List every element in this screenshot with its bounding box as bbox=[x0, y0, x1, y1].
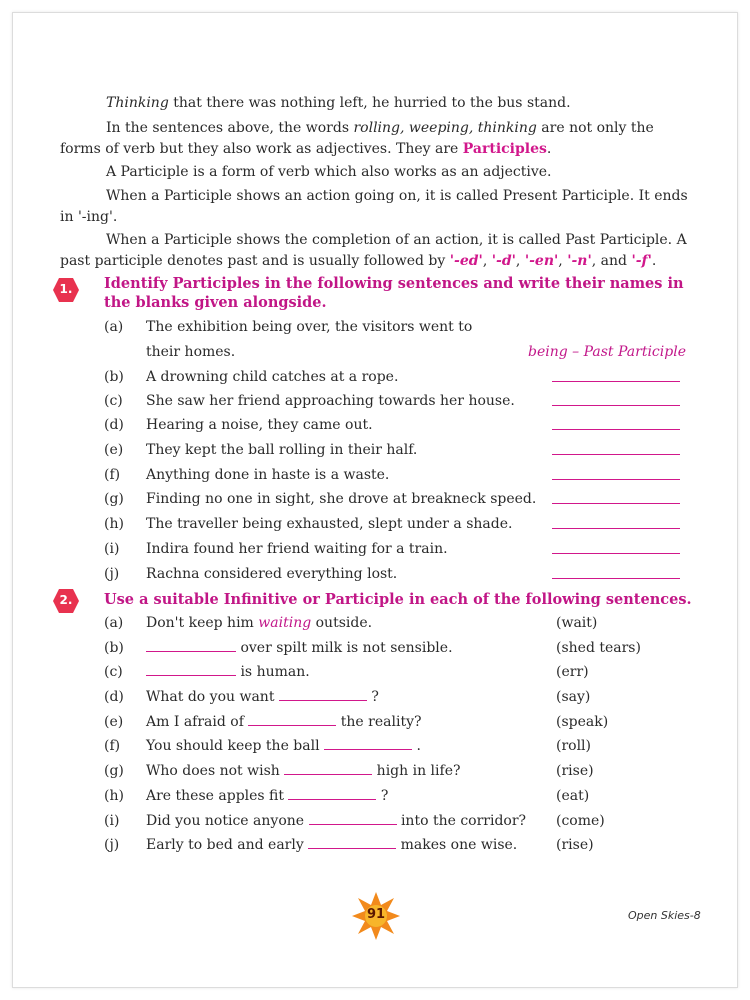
item-text: Hearing a noise, they came out. bbox=[146, 417, 373, 433]
verb-hint: (roll) bbox=[556, 738, 591, 754]
item-label: (d) bbox=[104, 417, 124, 433]
answer-blank[interactable] bbox=[308, 836, 396, 849]
suffix-f: '-f' bbox=[631, 253, 652, 269]
comma: , bbox=[515, 253, 525, 269]
ex1-item-a-cont bbox=[0, 341, 750, 363]
item-sentence bbox=[146, 711, 422, 733]
page-number: 91 bbox=[366, 907, 386, 922]
item-label: (b) bbox=[104, 369, 124, 385]
item-text: Finding no one in sight, she drove at breakneck speed. bbox=[146, 491, 537, 507]
suffix-d: '-d' bbox=[491, 253, 516, 269]
ex1-item-c bbox=[0, 390, 750, 412]
ex1-item-f bbox=[0, 464, 750, 486]
item-label: (c) bbox=[104, 664, 123, 680]
verb-hint: (wait) bbox=[556, 615, 598, 631]
sentence-start: Early to bed and early bbox=[146, 837, 309, 853]
answer-blank[interactable] bbox=[146, 663, 236, 676]
answer-blank[interactable] bbox=[146, 639, 236, 652]
item-label: (j) bbox=[104, 566, 120, 582]
item-label: (c) bbox=[104, 393, 123, 409]
ex2-item-c bbox=[0, 661, 750, 683]
answer-blank[interactable] bbox=[288, 787, 376, 800]
answer-blank[interactable] bbox=[248, 713, 336, 726]
book-title: Open Skies-8 bbox=[628, 909, 701, 922]
exercise-2-heading: Use a suitable Infinitive or Participle in each of the following sentences. bbox=[104, 591, 692, 608]
intro-text: In the sentences above, the words bbox=[106, 120, 354, 136]
item-label: (g) bbox=[104, 491, 124, 507]
ex2-item-j bbox=[0, 834, 750, 856]
answer-blank[interactable] bbox=[552, 405, 680, 406]
ex2-item-i bbox=[0, 810, 750, 832]
item-label: (e) bbox=[104, 442, 124, 458]
suffix-n: '-n' bbox=[567, 253, 592, 269]
sample-answer: waiting bbox=[258, 615, 312, 631]
intro-paragraph-2 bbox=[60, 118, 690, 160]
item-text: The exhibition being over, the visitors went to bbox=[146, 319, 473, 335]
answer-blank[interactable] bbox=[309, 812, 397, 825]
item-text: The traveller being exhausted, slept under a shade. bbox=[146, 516, 513, 532]
answer-blank[interactable] bbox=[552, 503, 680, 504]
sentence-end: over spilt milk is not sensible. bbox=[236, 640, 453, 656]
ex1-item-d bbox=[0, 414, 750, 436]
item-label: (f) bbox=[104, 467, 121, 483]
item-label: (b) bbox=[104, 640, 124, 656]
answer-blank[interactable] bbox=[279, 688, 367, 701]
exercise-2-badge bbox=[52, 588, 80, 614]
ex2-item-g bbox=[0, 760, 750, 782]
answer-blank[interactable] bbox=[552, 454, 680, 455]
item-label: (i) bbox=[104, 813, 120, 829]
verb-hint: (rise) bbox=[556, 763, 594, 779]
answer-blank[interactable] bbox=[284, 762, 372, 775]
verb-hint: (rise) bbox=[556, 837, 594, 853]
ex2-item-d bbox=[0, 686, 750, 708]
item-label: (h) bbox=[104, 788, 124, 804]
exercise-1-number: 1. bbox=[59, 282, 73, 296]
item-label: (j) bbox=[104, 837, 120, 853]
sentence-end: ? bbox=[366, 689, 379, 705]
ex1-item-b bbox=[0, 366, 750, 388]
page-number-badge bbox=[351, 891, 401, 941]
sentence-end: into the corridor? bbox=[396, 813, 527, 829]
item-label: (e) bbox=[104, 714, 124, 730]
item-label: (h) bbox=[104, 516, 124, 532]
item-text: They kept the ball rolling in their half. bbox=[146, 442, 418, 458]
comma: , bbox=[482, 253, 492, 269]
answer-blank[interactable] bbox=[552, 578, 680, 579]
intro-paragraph-1 bbox=[60, 93, 690, 114]
verb-hint: (say) bbox=[556, 689, 591, 705]
sentence-start: You should keep the ball bbox=[146, 738, 325, 754]
ex2-item-f bbox=[0, 735, 750, 757]
item-sentence bbox=[146, 810, 526, 832]
intro-text: are not only the forms of verb but they also work as adjectives. They are bbox=[60, 120, 654, 157]
ex2-item-b bbox=[0, 637, 750, 659]
ex2-item-a bbox=[0, 612, 750, 634]
suffix-ed: '-ed' bbox=[449, 253, 483, 269]
item-label: (i) bbox=[104, 541, 120, 557]
item-label: (a) bbox=[104, 319, 124, 335]
sample-answer: being – Past Participle bbox=[528, 344, 686, 360]
item-label: (f) bbox=[104, 738, 121, 754]
ex1-item-h bbox=[0, 513, 750, 535]
period: . bbox=[546, 141, 552, 157]
answer-blank[interactable] bbox=[552, 528, 680, 529]
sentence-start: Did you notice anyone bbox=[146, 813, 309, 829]
comma: , bbox=[558, 253, 568, 269]
item-text: their homes. bbox=[146, 344, 236, 360]
intro-text: that there was nothing left, he hurried to the bus stand. bbox=[168, 95, 571, 111]
suffix-en: '-en' bbox=[524, 253, 559, 269]
sentence-start: What do you want bbox=[146, 689, 279, 705]
ex1-item-j bbox=[0, 563, 750, 585]
item-sentence bbox=[146, 760, 460, 782]
sentence-end: high in life? bbox=[372, 763, 461, 779]
item-sentence bbox=[146, 735, 421, 757]
ex2-item-h bbox=[0, 785, 750, 807]
sentence-end: ? bbox=[376, 788, 389, 804]
verb-hint: (shed tears) bbox=[556, 640, 641, 656]
item-label: (a) bbox=[104, 615, 124, 631]
sentence-end: . bbox=[412, 738, 421, 754]
answer-blank[interactable] bbox=[552, 553, 680, 554]
answer-blank[interactable] bbox=[552, 479, 680, 480]
period: . bbox=[651, 253, 657, 269]
item-sentence bbox=[146, 785, 388, 807]
intro-paragraph-4: When a Participle shows an action going on, it is called Present Participle. It ends in '-ing'. bbox=[60, 188, 688, 225]
sentence-start: Who does not wish bbox=[146, 763, 285, 779]
sentence-end: outside. bbox=[311, 615, 373, 631]
participles-term: Participles bbox=[462, 141, 547, 157]
sentence-end: makes one wise. bbox=[396, 837, 518, 853]
verb-hint: (eat) bbox=[556, 788, 590, 804]
item-sentence bbox=[146, 661, 310, 683]
verb-hint: (err) bbox=[556, 664, 589, 680]
ex1-item-i bbox=[0, 538, 750, 560]
item-label: (d) bbox=[104, 689, 124, 705]
verb-hint: (come) bbox=[556, 813, 605, 829]
ex1-item-g bbox=[0, 488, 750, 510]
ex1-item-e bbox=[0, 439, 750, 461]
item-text: Indira found her friend waiting for a train. bbox=[146, 541, 448, 557]
answer-blank[interactable] bbox=[324, 737, 412, 750]
sentence-start: Am I afraid of bbox=[146, 714, 249, 730]
item-sentence bbox=[146, 686, 379, 708]
item-text: Rachna considered everything lost. bbox=[146, 566, 398, 582]
italic-words: rolling, weeping, thinking bbox=[353, 120, 537, 136]
item-text: Anything done in haste is a waste. bbox=[146, 467, 390, 483]
ex1-item-a bbox=[0, 316, 750, 338]
intro-paragraph-5 bbox=[60, 230, 690, 272]
item-sentence bbox=[146, 834, 517, 856]
verb-hint: (speak) bbox=[556, 714, 609, 730]
intro-text: When a Participle shows the completion of an action, it is called Past Participle. A past participle denotes past and is usually followed by bbox=[60, 232, 687, 269]
item-text: She saw her friend approaching towards her house. bbox=[146, 393, 515, 409]
ex2-item-e bbox=[0, 711, 750, 733]
exercise-1-heading: Identify Participles in the following sentences and write their names in the blanks given alongside. bbox=[104, 275, 684, 311]
italic-word: Thinking bbox=[106, 95, 169, 111]
sentence-start: Are these apples fit bbox=[146, 788, 289, 804]
sentence-start: Don't keep him bbox=[146, 615, 259, 631]
exercise-1-badge bbox=[52, 277, 80, 303]
sentence-end: the reality? bbox=[336, 714, 422, 730]
item-sentence bbox=[146, 637, 453, 659]
item-text: A drowning child catches at a rope. bbox=[146, 369, 399, 385]
item-sentence bbox=[146, 612, 372, 634]
intro-paragraph-3: A Participle is a form of verb which also works as an adjective. bbox=[106, 164, 552, 180]
and-text: , and bbox=[591, 253, 632, 269]
exercise-2-number: 2. bbox=[59, 593, 73, 607]
item-label: (g) bbox=[104, 763, 124, 779]
answer-blank[interactable] bbox=[552, 429, 680, 430]
sentence-end: is human. bbox=[236, 664, 310, 680]
answer-blank[interactable] bbox=[552, 381, 680, 382]
